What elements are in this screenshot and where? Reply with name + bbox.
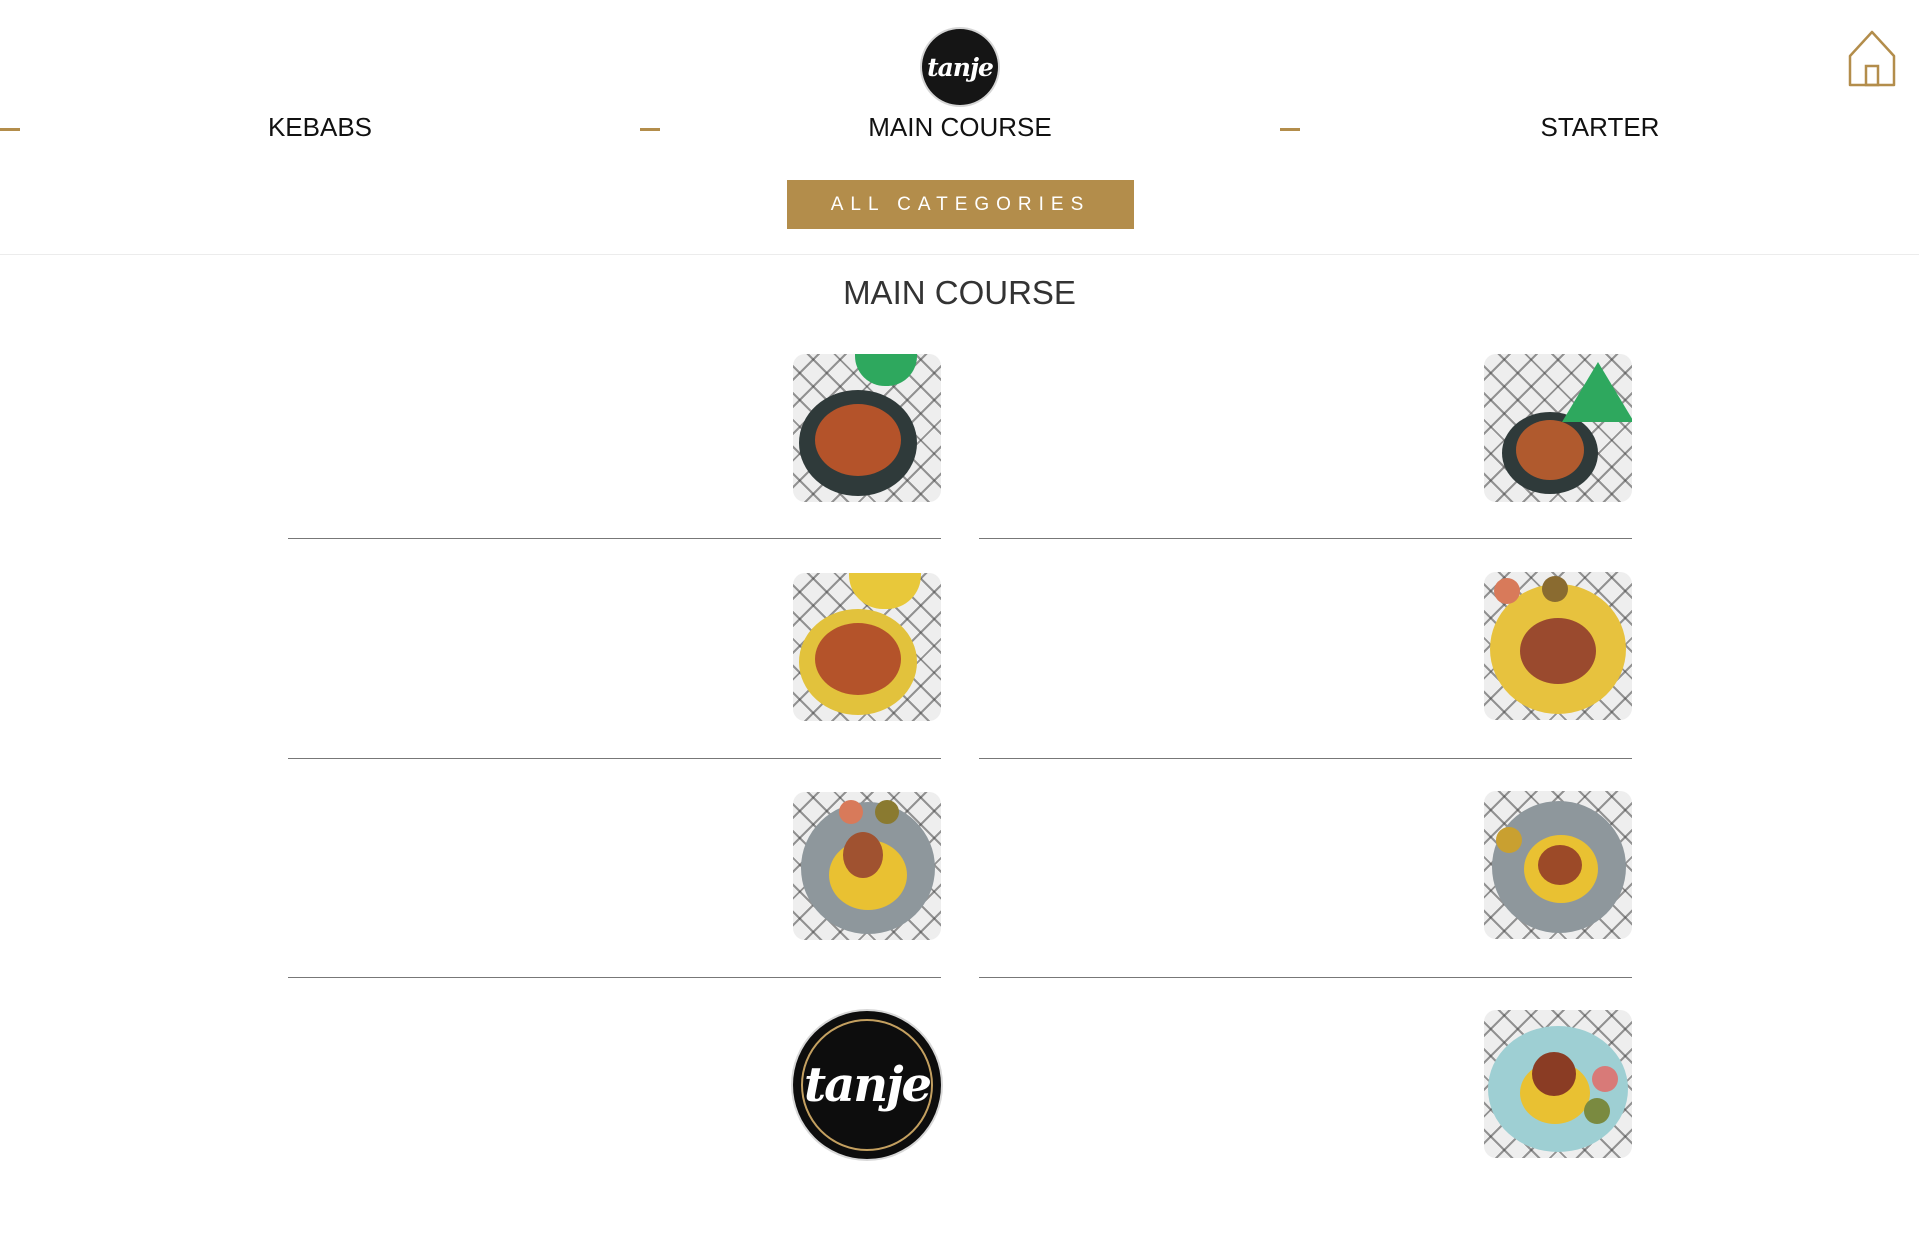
section-title: MAIN COURSE — [843, 274, 1076, 311]
nav-item-main-course[interactable]: MAIN COURSE — [868, 112, 1052, 142]
home-icon[interactable] — [1846, 28, 1898, 88]
item-divider — [288, 538, 941, 539]
dish-photo[interactable] — [793, 792, 941, 940]
nav-separator — [1280, 128, 1300, 131]
nav-item-kebabs[interactable]: KEBABS — [267, 112, 373, 142]
dish-photo[interactable] — [1484, 1010, 1632, 1158]
item-divider — [979, 758, 1632, 759]
dish-photo[interactable] — [793, 354, 941, 502]
nav-separator — [0, 128, 20, 131]
dish-photo[interactable] — [793, 573, 941, 721]
tanje-logo[interactable] — [793, 1011, 941, 1159]
nav-separator — [640, 128, 660, 131]
nav-item-starter[interactable]: STARTER — [1540, 112, 1660, 142]
dish-photo[interactable] — [1484, 354, 1632, 502]
dish-photo[interactable] — [1484, 572, 1632, 720]
logo-wordmark: tanje — [927, 52, 993, 82]
all-categories-button[interactable]: ALL CATEGORIES — [787, 180, 1134, 229]
item-divider — [288, 758, 941, 759]
logo-wordmark: tanje — [803, 1057, 931, 1113]
item-divider — [979, 538, 1632, 539]
dish-photo[interactable] — [1484, 791, 1632, 939]
tanje-logo[interactable] — [922, 29, 998, 105]
item-divider — [288, 977, 941, 978]
site-header — [0, 0, 1919, 255]
item-divider — [979, 977, 1632, 978]
